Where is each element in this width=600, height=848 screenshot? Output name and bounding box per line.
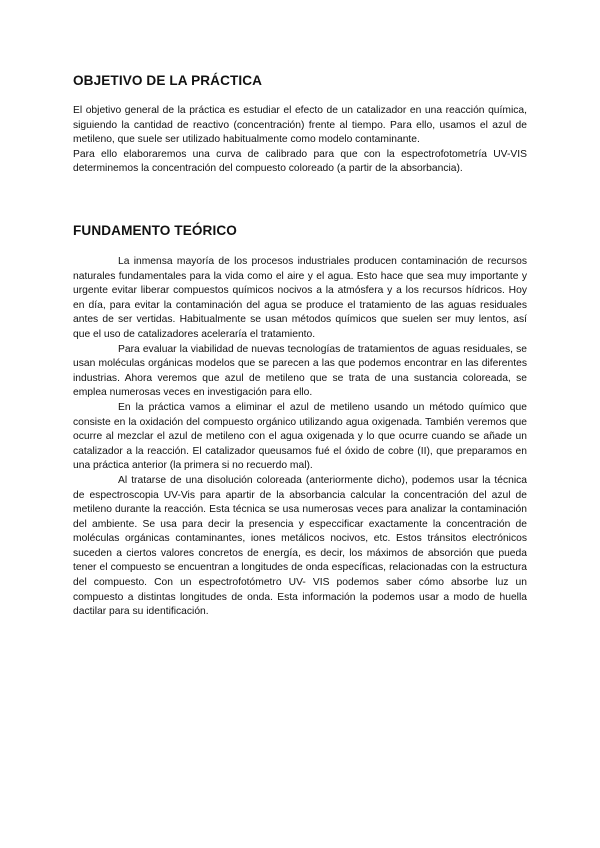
- fundamento-paragraph: Para evaluar la viabilidad de nuevas tecnologías de tratamientos de aguas residuales, se usan moléculas orgánicas modelos que se parecen a las que podemos encontrar en las diferentes industrias. Ahora veremos que azul de metileno que se trata de una sustancia coloreada, se emplea numerosas veces en investigación para ello.: [73, 343, 527, 399]
- fundamento-paragraph: La inmensa mayoría de los procesos industriales producen contaminación de recursos naturales fundamentales para la vida como el aire y el agua. Esto hace que sea muy importante y urgente evitar liberar compuestos químicos nocivos a la atmósfera y a los recursos hídricos. Hoy en día, para evitar la contaminación del agua se produce el tratamiento de las aguas residuales antes de ser vertidas. Habitualmente se usan métodos químicos que suelen ser muy lentos, así que el uso de catalizadores aceleraría el tratamiento.: [73, 256, 527, 340]
- fundamento-paragraph: En la práctica vamos a eliminar el azul de metileno usando un método químico que consiste en la oxidación del compuesto orgánico utilizando agua oxigenada. También veremos que ocurre al mezclar el azul de metileno con el agua oxigenada y lo que ocurre cuando se añade un catalizador a la reacción. El catalizador queusamos fué el óxido de cobre (II), que preparamos en una práctica anterior (la primera si no recuerdo mal).: [73, 401, 527, 472]
- document-page: [73, 0, 527, 848]
- fundamento-paragraph: Al tratarse de una disolución coloreada (anteriormente dicho), podemos usar la técnica de espectroscopia UV-Vis para apartir de la absorbancia calcular la concentración del azul de metileno durante la reacción. Esta técnica se usa numerosas veces para analizar la contaminación del ambiente. Se usa para decir la presencia y especcificar exactamente la concentración de moléculas orgánicas contaminantes, iones metálicos nocivos, etc. Estos tránsitos electrónicos suceden a ciertos valores concretos de energía, es decir, los máximos de absorción que pueda tener el compuesto se encuentran a longitudes de onda específicas, relacionadas con la estructura del compuesto. Con un espectrofotómetro UV- VIS podemos saber cómo absorbe luz un compuesto a distintas longitudes de onda. Esta información la podemos usar a modo de huella dactilar para su identificación.: [73, 474, 527, 618]
- fundamento-heading: FUNDAMENTO TEÓRICO: [73, 223, 237, 238]
- objective-paragraph: Para ello elaboraremos una curva de calibrado para que con la espectrofotometría UV-VIS determinemos la concentración del compuesto coloreado (a partir de la absorbancia).: [73, 148, 527, 175]
- fundamento-section: [73, 255, 527, 620]
- objective-heading: OBJETIVO DE LA PRÁCTICA: [73, 73, 263, 88]
- objective-paragraph: El objetivo general de la práctica es estudiar el efecto de un catalizador en una reacción química, siguiendo la cantidad de reactivo (concentración) frente al tiempo. Para ello, usamos el azul de metileno, que suele ser utilizado habitualmente como modelo contaminante.: [73, 105, 527, 146]
- objective-section: [73, 104, 527, 177]
